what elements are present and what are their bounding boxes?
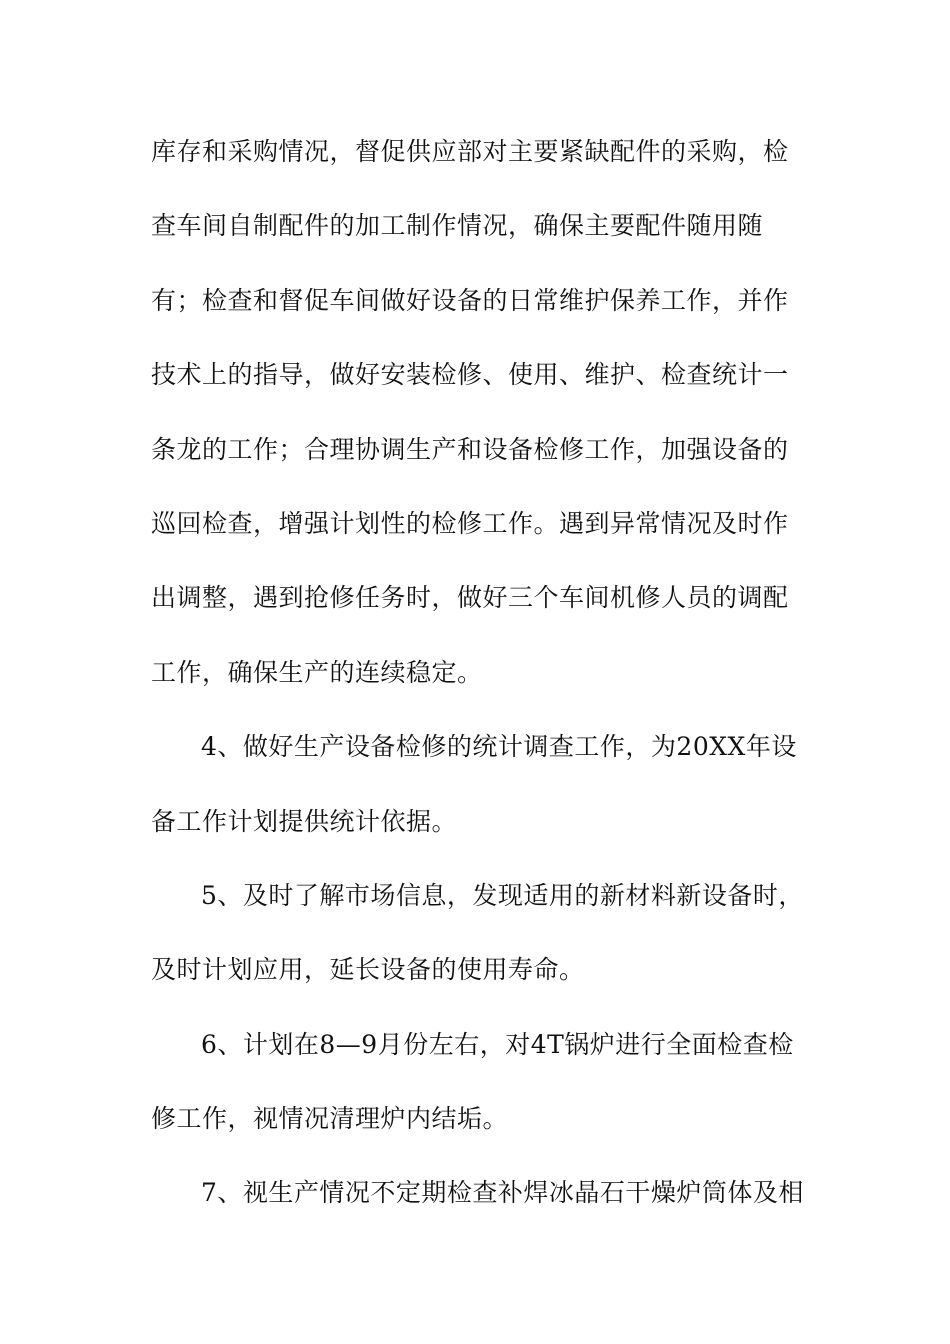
list-item-4: 4、做好生产设备检修的统计调查工作，为20XX年设 [201, 732, 797, 762]
text-line: 查车间自制配件的加工制作情况，确保主要配件随用随 [151, 211, 764, 241]
text-line: 巡回检查，增强计划性的检修工作。遇到异常情况及时作 [151, 508, 789, 538]
text-line: 库存和采购情况，督促供应部对主要紧缺配件的采购，检 [151, 137, 789, 166]
text-line: 有；检查和督促车间做好设备的日常维护保养工作，并作 [151, 285, 789, 315]
text-line: 条龙的工作；合理协调生产和设备检修工作，加强设备的 [151, 434, 789, 464]
text-line: 及时计划应用，延长设备的使用寿命。 [151, 955, 585, 985]
list-item-5: 5、及时了解市场信息，发现适用的新材料新设备时， [201, 880, 804, 910]
body-text [151, 133, 811, 1249]
text-line: 出调整，遇到抢修任务时，做好三个车间机修人员的调配 [151, 583, 789, 613]
list-item-6: 6、计划在8—9月份左右，对4T锅炉进行全面检查检 [201, 1029, 794, 1059]
text-line: 修工作，视情况清理炉内结垢。 [151, 1104, 509, 1134]
list-item-7: 7、视生产情况不定期检查补焊冰晶石干燥炉筒体及相 [201, 1178, 804, 1208]
text-line: 备工作计划提供统计依据。 [151, 806, 458, 836]
text-line: 技术上的指导，做好安装检修、使用、维护、检查统计一 [151, 360, 789, 390]
text-line: 工作，确保生产的连续稳定。 [151, 657, 483, 687]
